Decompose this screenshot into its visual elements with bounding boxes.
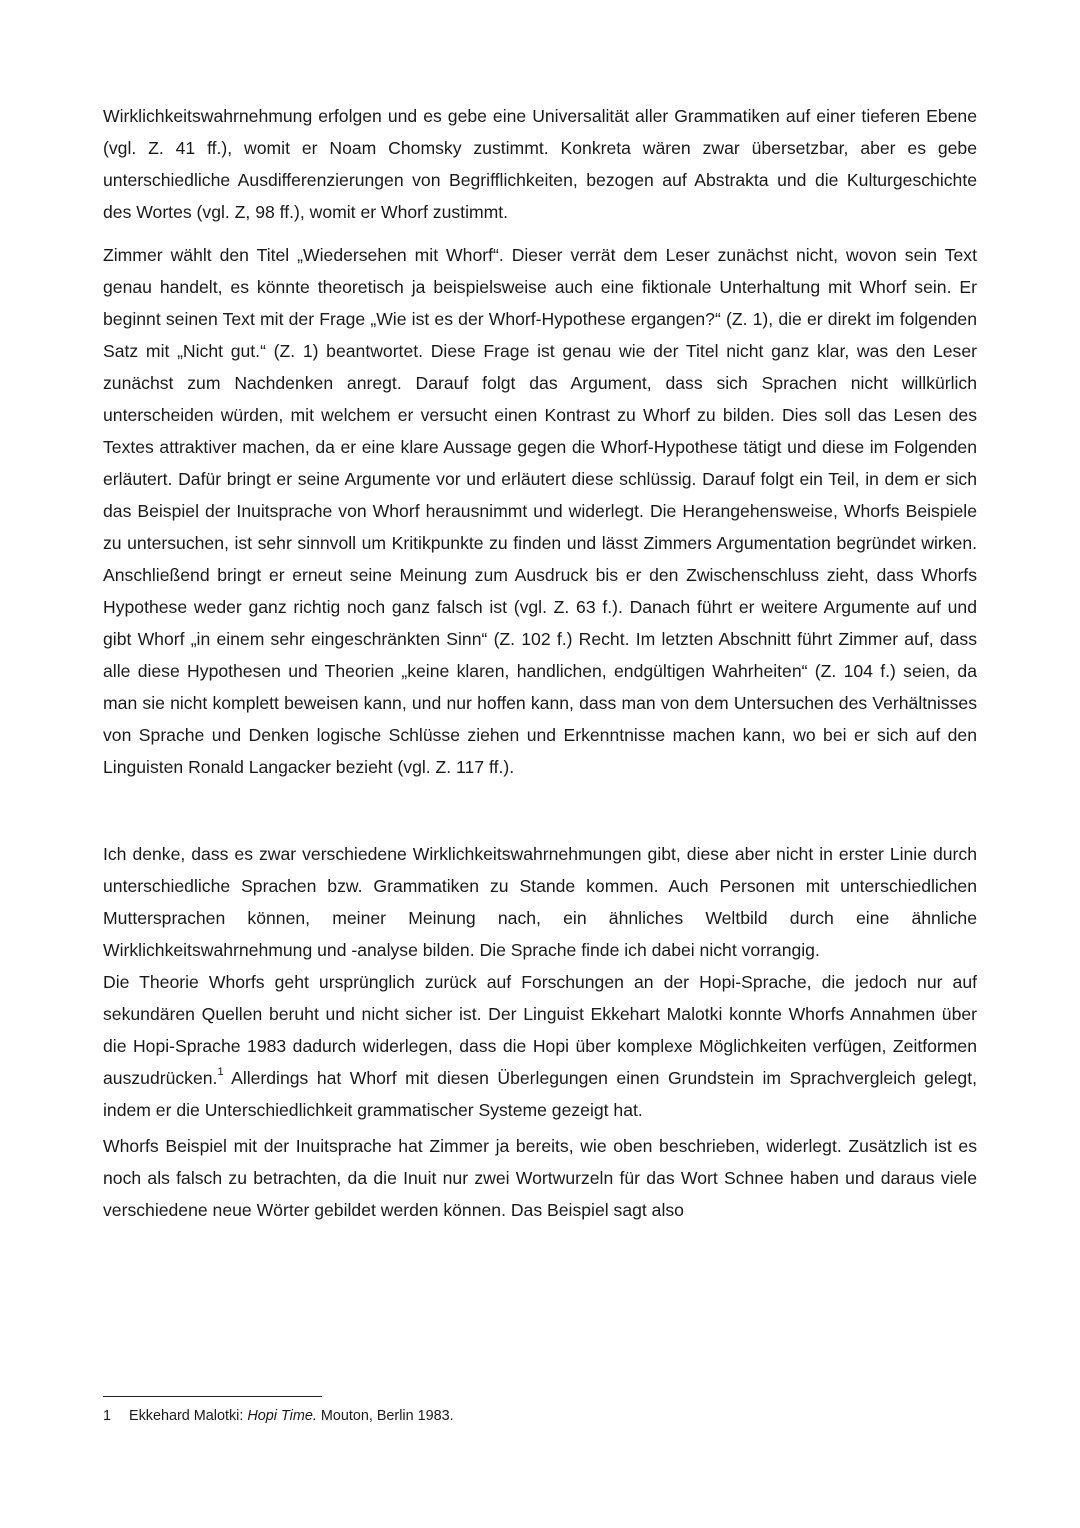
paragraph-4-text: Die Theorie Whorfs geht ursprünglich zurück auf Forschungen an der Hopi-Sprache, die jedoch nur auf sekundären Quellen beruht und nicht sicher ist. Der Linguist Ekkehart Malotki konnte Whorfs Annahmen über die Hopi-Sprache 1983 dadurch widerlegen, dass die Hopi über komplexe Möglichkeiten verfügen, Zeitformen auszudrücken. [103, 972, 977, 1088]
paragraph-2: Zimmer wählt den Titel „Wiedersehen mit Whorf“. Dieser verrät dem Leser zunächst nicht, wovon sein Text genau handelt, es könnte theoretisch ja beispielsweise auch eine fiktionale Unterhaltung mit Whorf sein. Er beginnt seinen Text mit der Frage „Wie ist es der Whorf-Hypothese ergangen?“ (Z. 1), die er direkt im folgenden Satz mit „Nicht gut.“ (Z. 1) beantwortet. Diese Frage ist genau wie der Titel nicht ganz klar, was den Leser zunächst zum Nachdenken anregt. Darauf folgt das Argument, dass sich Sprachen nicht willkürlich unterscheiden würden, mit welchem er versucht einen Kontrast zu Whorf zu bilden. Dies soll das Lesen des Textes attraktiver machen, da er eine klare Aussage gegen die Whorf-Hypothese tätigt und diese im Folgenden erläutert. Dafür bringt er seine Argumente vor und erläutert diese schlüssig. Darauf folgt ein Teil, in dem er sich das Beispiel der Inuitsprache von Whorf herausnimmt und widerlegt. Die Herangehensweise, Whorfs Beispiele zu untersuchen, ist sehr sinnvoll um Kritikpunkte zu finden und lässt Zimmers Argumentation begründet wirken. Anschließend bringt er erneut seine Meinung zum Ausdruck bis er den Zwischenschluss zieht, dass Whorfs Hypothese weder ganz richtig noch ganz falsch ist (vgl. Z. 63 f.). Danach führt er weitere Argumente auf und gibt Whorf „in einem sehr eingeschränkten Sinn“ (Z. 102 f.) Recht. Im letzten Abschnitt führt Zimmer auf, dass alle diese Hypothesen und Theorien „keine klaren, handlichen, endgültigen Wahrheiten“ (Z. 104 f.) seien, da man sie nicht komplett beweisen kann, und nur hoffen kann, dass man von dem Untersuchen des Verhältnisses von Sprache und Denken logische Schlüsse ziehen und Erkenntnisse machen kann, wo bei er sich auf den Linguisten Ronald Langacker bezieht (vgl. Z. 117 ff.). [103, 245, 977, 777]
footnote [103, 1404, 977, 1428]
paragraph-4 [103, 966, 977, 1126]
paragraph-4-continuation: Allerdings hat Whorf mit diesen Überlegungen einen Grundstein im Sprachvergleich gelegt, indem er die Unterschiedlichkeit grammatischer Systeme gezeigt hat. [103, 1068, 977, 1120]
footnote-title: Hopi Time. [247, 1408, 317, 1424]
footnote-reference: 1 [217, 1066, 224, 1079]
paragraph-3: Ich denke, dass es zwar verschiedene Wirklichkeitswahrnehmungen gibt, diese aber nicht in erster Linie durch unterschiedliche Sprachen bzw. Grammatiken zu Stande kommen. Auch Personen mit unterschiedlichen Muttersprachen können, meiner Meinung nach, ein ähnliches Weltbild durch eine ähnliche Wirklichkeitswahrnehmung und -analyse bilden. Die Sprache finde ich dabei nicht vorrangig. [103, 844, 977, 960]
footnote-publisher: Mouton, Berlin 1983. [316, 1408, 454, 1424]
paragraph-1: Wirklichkeitswahrnehmung erfolgen und es gebe eine Universalität aller Grammatiken auf einer tieferen Ebene (vgl. Z. 41 ff.), womit er Noam Chomsky zustimmt. Konkreta wären zwar übersetzbar, aber es gebe unterschiedliche Ausdifferenzierungen von Begrifflichkeiten, bezogen auf Abstrakta und die Kulturgeschichte des Wortes (vgl. Z, 98 ff.), womit er Whorf zustimmt. [103, 106, 977, 222]
footnote-author: Ekkehard Malotki: [129, 1408, 248, 1424]
footnote-number: 1 [103, 1408, 112, 1424]
footnote-divider [103, 1396, 322, 1397]
paragraph-5: Whorfs Beispiel mit der Inuitsprache hat Zimmer ja bereits, wie oben beschrieben, widerlegt. Zusätzlich ist es noch als falsch zu betrachten, da die Inuit nur zwei Wortwurzeln für das Wort Schnee haben und daraus viele verschiedene neue Wörter gebildet werden können. Das Beispiel sagt also [103, 1136, 977, 1220]
